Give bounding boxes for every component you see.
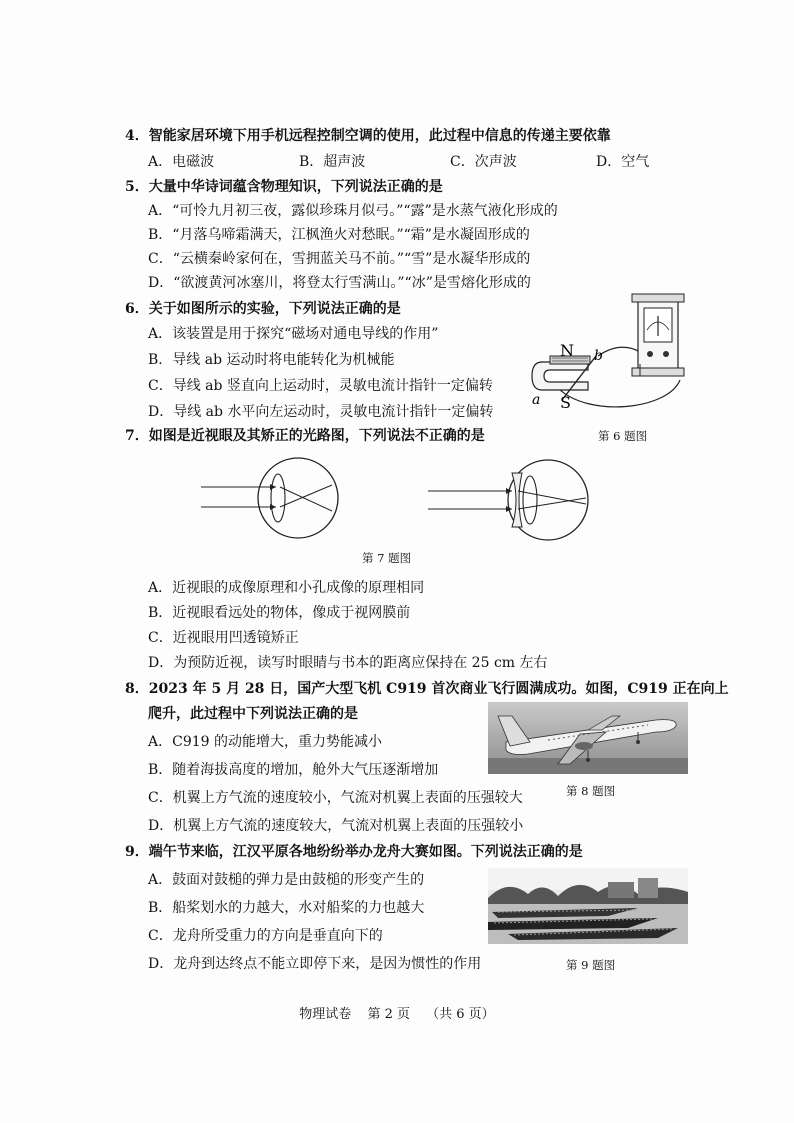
q7-option-d: D．为预防近视，读写时眼睛与书本的距离应保持在 25 cm 左右	[148, 655, 548, 671]
question-6-stem: 6．关于如图所示的实验，下列说法正确的是	[125, 301, 401, 317]
q5-option-c: C．“云横秦岭家何在，雪拥蓝关马不前。”“雪”是水凝华形成的	[148, 251, 531, 267]
q8-photo-c919-airplane	[488, 702, 688, 774]
q5-option-b: B．“月落乌啼霜满天，江枫渔火对愁眠。”“霜”是水凝固形成的	[148, 227, 530, 243]
q5-option-a: A．“可怜九月初三夜，露似珍珠月似弓。”“露”是水蒸气液化形成的	[148, 203, 558, 219]
q7-figure-caption: 第 7 题图	[362, 551, 412, 565]
question-9-stem: 9．端午节来临，江汉平原各地纷纷举办龙舟大赛如图。下列说法正确的是	[125, 844, 583, 860]
q8-option-c: C．机翼上方气流的速度较小，气流对机翼上表面的压强较大	[148, 790, 523, 806]
question-8-stem-line2: 爬升，此过程中下列说法正确的是	[148, 706, 358, 722]
corrected-eye-icon	[428, 460, 588, 540]
q7-option-b: B．近视眼看远处的物体，像成于视网膜前	[148, 605, 411, 621]
myopic-eye-icon	[201, 458, 338, 538]
q4-option-d: D．空气	[596, 154, 650, 170]
footer-page-number: 第 2 页	[367, 1007, 410, 1022]
q9-option-b: B．船桨划水的力越大，水对船桨的力也越大	[148, 900, 425, 916]
q7-figure-myopia-eye-diagram	[196, 455, 596, 545]
galvanometer-icon	[632, 294, 684, 376]
q9-option-d: D．龙舟到达终点不能立即停下来，是因为惯性的作用	[148, 956, 482, 972]
footer-subject: 物理试卷	[299, 1007, 352, 1022]
q6-option-d: D．导线 ab 水平向左运动时，灵敏电流计指针一定偏转	[148, 404, 494, 420]
q6-figure-galvanometer-experiment	[528, 290, 708, 415]
q8-figure-caption: 第 8 题图	[566, 784, 616, 798]
q6-option-a: A．该装置是用于探究“磁场对通电导线的作用”	[148, 326, 439, 342]
magnet-n-label: N	[560, 341, 574, 360]
page-footer	[0, 1003, 794, 1022]
q9-photo-dragon-boat-race	[488, 868, 688, 944]
q9-option-c: C．龙舟所受重力的方向是垂直向下的	[148, 928, 383, 944]
question-4-stem: 4．智能家居环境下用手机远程控制空调的使用，此过程中信息的传递主要依靠	[125, 128, 611, 144]
q5-option-d: D．“欲渡黄河冰塞川，将登太行雪满山。”“冰”是雪熔化形成的	[148, 275, 531, 291]
wire-end-a-label: a	[532, 392, 541, 408]
q6-figure-caption: 第 6 题图	[598, 429, 648, 443]
q7-option-a: A．近视眼的成像原理和小孔成像的原理相同	[148, 580, 425, 596]
q7-option-c: C．近视眼用凹透镜矫正	[148, 630, 299, 646]
q9-figure-caption: 第 9 题图	[566, 958, 616, 972]
question-5-stem: 5．大量中华诗词蕴含物理知识，下列说法正确的是	[125, 179, 443, 195]
q4-option-a: A．电磁波	[148, 154, 215, 170]
q4-option-b: B．超声波	[299, 154, 366, 170]
q6-option-b: B．导线 ab 运动时将电能转化为机械能	[148, 352, 395, 368]
q8-option-b: B．随着海拔高度的增加，舱外大气压逐渐增加	[148, 762, 439, 778]
q4-option-c: C．次声波	[450, 154, 517, 170]
q8-option-a: A．C919 的动能增大，重力势能减小	[148, 734, 382, 750]
footer-total-pages: （共 6 页）	[426, 1007, 495, 1022]
question-7-stem: 7．如图是近视眼及其矫正的光路图，下列说法不正确的是	[125, 428, 485, 444]
wire-end-b-label: b	[594, 348, 603, 364]
q9-option-a: A．鼓面对鼓槌的弹力是由鼓槌的形变产生的	[148, 872, 425, 888]
question-8-stem-line1: 8．2023 年 5 月 28 日，国产大型飞机 C919 首次商业飞行圆满成功。如图，C919 正在向上	[125, 681, 729, 697]
q8-option-d: D．机翼上方气流的速度较大，气流对机翼上表面的压强较小	[148, 818, 524, 834]
magnet-s-label: S	[560, 393, 571, 412]
q6-option-c: C．导线 ab 竖直向上运动时，灵敏电流计指针一定偏转	[148, 378, 493, 394]
